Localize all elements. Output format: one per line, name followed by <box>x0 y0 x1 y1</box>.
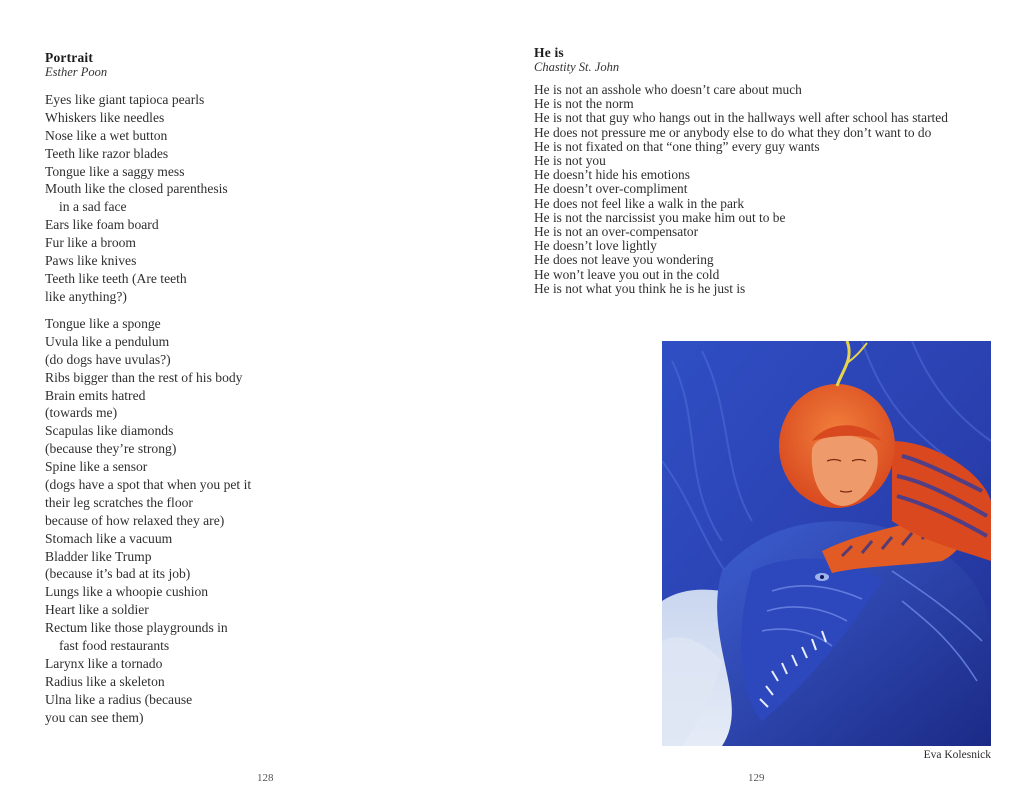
poem-stanza-2 <box>45 315 251 726</box>
poem-line: He is not you <box>534 153 606 169</box>
page-number: 129 <box>748 772 765 784</box>
poem-line: (do dogs have uvulas?) <box>45 351 171 367</box>
poem-line: He is not an over-compensator <box>534 224 699 240</box>
poem-line: (because it’s bad at its job) <box>45 566 191 582</box>
poem-line: He doesn’t over-compliment <box>534 181 688 197</box>
poem-line: He does not pressure me or anybody else to do what they don’t want to do <box>534 124 932 140</box>
poem-line: Eyes like giant tapioca pearls <box>45 92 205 107</box>
poem-line: Nose like a wet button <box>45 127 168 143</box>
poem-line: Fur like a broom <box>45 235 136 251</box>
poem-title: He is <box>534 45 564 60</box>
poem-line: their leg scratches the floor <box>45 494 193 510</box>
poem-line: He doesn’t love lightly <box>534 238 657 254</box>
poem-line: He is not an asshole who doesn’t care about much <box>534 82 802 97</box>
poem-line: He won’t leave you out in the cold <box>534 266 720 282</box>
poem-stanza-1 <box>45 91 228 306</box>
poem-line: He does not feel like a walk in the park <box>534 195 745 211</box>
poem-line: Teeth like razor blades <box>45 145 169 161</box>
poem-line: (because they’re strong) <box>45 441 177 457</box>
poem-line: Brain emits hatred <box>45 387 146 403</box>
poem-line: Scapulas like diamonds <box>45 423 174 439</box>
poem-line: He is not that guy who hangs out in the hallways well after school has started <box>534 110 948 126</box>
poem-line: He doesn’t hide his emotions <box>534 167 690 183</box>
poem-line: Radius like a skeleton <box>45 673 165 689</box>
poem-line: He is not the norm <box>534 96 634 112</box>
artwork-painting <box>662 341 991 746</box>
artwork-credit: Eva Kolesnick <box>923 749 991 761</box>
poem-line: Rectum like those playgrounds in <box>45 620 228 636</box>
page-number: 128 <box>257 772 274 784</box>
poem-line: Stomach like a vacuum <box>45 530 173 546</box>
poem-line: Paws like knives <box>45 253 137 269</box>
poem-line: Bladder like Trump <box>45 548 152 564</box>
poem-line: Larynx like a tornado <box>45 655 163 671</box>
poem-line: like anything?) <box>45 288 127 304</box>
poem-author: Esther Poon <box>45 65 108 79</box>
poem-title: Portrait <box>45 50 94 65</box>
poem-line: He is not the narcissist you make him out to be <box>534 209 786 225</box>
poem-line: Tongue like a saggy mess <box>45 163 185 179</box>
poem-line: Ears like foam board <box>45 217 159 233</box>
poem-line: He is not fixated on that “one thing” every guy wants <box>534 138 820 154</box>
poem-line: Ribs bigger than the rest of his body <box>45 369 243 385</box>
poem-line: you can see them) <box>45 709 144 725</box>
poem-line: (towards me) <box>45 405 118 421</box>
poem-line: Spine like a sensor <box>45 459 148 475</box>
poem-line: fast food restaurants <box>59 638 170 654</box>
poem-body <box>534 83 984 296</box>
poem-line: (dogs have a spot that when you pet it <box>45 477 252 493</box>
poem-line: Uvula like a pendulum <box>45 333 170 349</box>
poem-line: Ulna like a radius (because <box>45 691 193 707</box>
poem-line: He does not leave you wondering <box>534 252 714 268</box>
poem-line: Mouth like the closed parenthesis <box>45 181 228 197</box>
poem-line: Whiskers like needles <box>45 109 165 125</box>
poem-line: because of how relaxed they are) <box>45 512 225 528</box>
poem-line: Heart like a soldier <box>45 602 149 618</box>
right-page <box>512 0 1024 801</box>
poem-line: Teeth like teeth (Are teeth <box>45 270 187 286</box>
poem-line: Tongue like a sponge <box>45 316 161 331</box>
poem-author: Chastity St. John <box>534 60 620 74</box>
poem-line: in a sad face <box>59 199 127 215</box>
poem-line: He is not what you think he is he just is <box>534 280 746 296</box>
poem-line: Lungs like a whoopie cushion <box>45 584 209 600</box>
